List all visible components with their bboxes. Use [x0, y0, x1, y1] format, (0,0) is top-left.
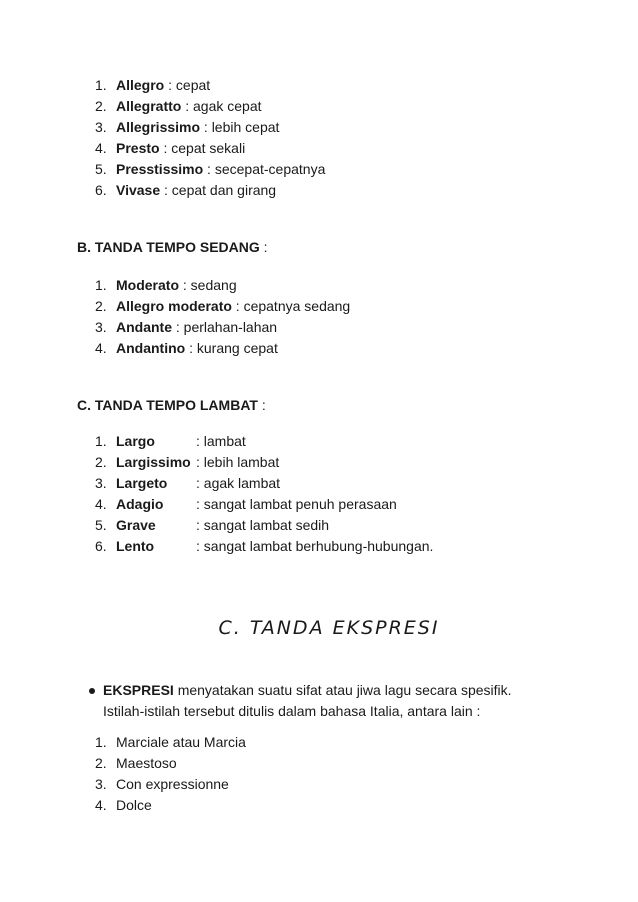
list-item — [95, 473, 433, 494]
list-item — [95, 452, 433, 473]
ekspresi-term: EKSPRESI — [103, 682, 174, 698]
list-item — [95, 96, 325, 117]
tempo-term: Presto — [116, 140, 160, 156]
ekspresi-paragraph — [103, 680, 553, 722]
item-number: 3. — [95, 119, 107, 135]
item-number: 1. — [95, 433, 107, 449]
list-item — [95, 159, 325, 180]
tempo-term: Allegrissimo — [116, 119, 201, 135]
tempo-description: : cepat dan girang — [160, 182, 277, 198]
list-item — [95, 138, 325, 159]
item-number: 3. — [95, 475, 107, 491]
list-item — [95, 494, 433, 515]
tempo-description: : sangat lambat sedih — [196, 517, 330, 533]
tempo-description: : sedang — [179, 277, 237, 293]
ekspresi-list — [95, 732, 246, 816]
tempo-description: : agak lambat — [196, 475, 281, 491]
tempo-term: Vivase — [116, 182, 161, 198]
tempo-term: Largo — [116, 433, 155, 449]
heading-colon: : — [257, 397, 266, 413]
ekspresi-text: menyatakan suatu sifat atau jiwa lagu secara spesifik. Istilah-istilah tersebut ditulis dalam bahasa Italia, antara lain : — [103, 682, 512, 719]
tempo-term: Allegro moderato — [116, 298, 232, 314]
item-number: 3. — [95, 319, 107, 335]
item-number: 2. — [95, 98, 107, 114]
tempo-description: : lebih lambat — [196, 454, 280, 470]
tempo-description: : sangat lambat berhubung-hubungan. — [196, 538, 434, 554]
tempo-term: Largeto — [116, 475, 168, 491]
tempo-description: : sangat lambat penuh perasaan — [196, 496, 397, 512]
tempo-term: Allegro — [116, 77, 165, 93]
list-item — [95, 317, 350, 338]
item-number: 3. — [95, 776, 107, 792]
list-item — [95, 431, 433, 452]
tempo-term: Andantino — [116, 340, 186, 356]
list-item — [95, 338, 350, 359]
item-number: 6. — [95, 182, 107, 198]
medium-tempo-list — [95, 275, 350, 359]
item-number: 4. — [95, 140, 107, 156]
section-b-heading — [77, 239, 268, 255]
tempo-description: : agak cepat — [181, 98, 262, 114]
item-number: 5. — [95, 517, 107, 533]
section-c-heading-text: C. TANDA TEMPO LAMBAT — [77, 397, 258, 413]
list-item — [95, 795, 246, 816]
item-number: 4. — [95, 496, 107, 512]
item-number: 4. — [95, 340, 107, 356]
list-item — [95, 536, 433, 557]
tempo-description: : secepat-cepatnya — [203, 161, 326, 177]
list-item — [95, 753, 246, 774]
item-number: 1. — [95, 734, 107, 750]
list-item — [95, 774, 246, 795]
tempo-term: Allegratto — [116, 98, 182, 114]
tempo-term: Moderato — [116, 277, 179, 293]
ekspresi-item-text: Dolce — [116, 797, 152, 813]
item-number: 2. — [95, 298, 107, 314]
tempo-description: : lambat — [196, 433, 246, 449]
list-item — [95, 275, 350, 296]
item-number: 6. — [95, 538, 107, 554]
list-item — [95, 75, 325, 96]
list-item — [95, 296, 350, 317]
tempo-description: : cepat sekali — [159, 140, 246, 156]
list-item — [95, 180, 325, 201]
heading-colon: : — [259, 239, 268, 255]
fast-tempo-list — [95, 75, 325, 201]
tempo-term: Andante — [116, 319, 172, 335]
item-number: 5. — [95, 161, 107, 177]
bullet-icon — [89, 688, 95, 694]
slow-tempo-list — [95, 431, 433, 557]
item-number: 2. — [95, 755, 107, 771]
tempo-term: Largissimo — [116, 454, 191, 470]
item-number: 2. — [95, 454, 107, 470]
tempo-description: : lebih cepat — [200, 119, 280, 135]
tempo-description: : cepatnya sedang — [231, 298, 351, 314]
tempo-term: Presstissimo — [116, 161, 204, 177]
section-c-heading — [77, 397, 266, 413]
list-item — [95, 117, 325, 138]
list-item — [95, 515, 433, 536]
tempo-term: Lento — [116, 538, 155, 554]
ekspresi-item-text: Marciale atau Marcia — [116, 734, 246, 750]
ekspresi-item-text: Con expressionne — [116, 776, 229, 792]
ekspresi-section-title: C. TANDA EKSPRESI — [218, 617, 440, 639]
section-b-heading-text: B. TANDA TEMPO SEDANG — [77, 239, 260, 255]
item-number: 4. — [95, 797, 107, 813]
item-number: 1. — [95, 277, 107, 293]
item-number: 1. — [95, 77, 107, 93]
tempo-term: Adagio — [116, 496, 164, 512]
ekspresi-item-text: Maestoso — [116, 755, 177, 771]
tempo-description: : kurang cepat — [185, 340, 278, 356]
list-item — [95, 732, 246, 753]
tempo-term: Grave — [116, 517, 156, 533]
tempo-description: : cepat — [164, 77, 211, 93]
tempo-description: : perlahan-lahan — [172, 319, 278, 335]
